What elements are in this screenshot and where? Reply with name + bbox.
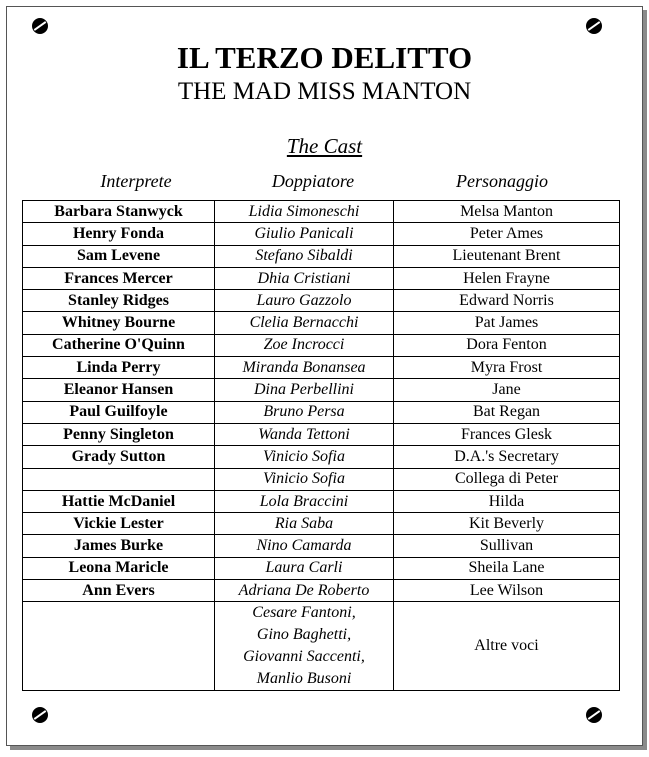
role-cell: Melsa Manton bbox=[394, 201, 620, 223]
actor-cell: Hattie McDaniel bbox=[23, 490, 215, 512]
actor-cell bbox=[23, 468, 215, 490]
role-cell: Kit Beverly bbox=[394, 513, 620, 535]
dubber-cell: Stefano Sibaldi bbox=[215, 245, 394, 267]
column-header-doppiatore: Doppiatore bbox=[271, 171, 355, 191]
role-cell: Collega di Peter bbox=[394, 468, 620, 490]
actor-cell: Sam Levene bbox=[23, 245, 215, 267]
dubber-cell: Bruno Persa bbox=[215, 401, 394, 423]
actor-cell: Grady Sutton bbox=[23, 446, 215, 468]
dubber-cell bbox=[215, 602, 394, 691]
role-cell: Sheila Lane bbox=[394, 557, 620, 579]
actor-cell: Whitney Bourne bbox=[23, 312, 215, 334]
table-row bbox=[23, 468, 620, 490]
table-row bbox=[23, 490, 620, 512]
table-row bbox=[23, 557, 620, 579]
dubber-cell: Clelia Bernacchi bbox=[215, 312, 394, 334]
role-cell: Jane bbox=[394, 379, 620, 401]
dubber-cell: Nino Camarda bbox=[215, 535, 394, 557]
dubber-name: Cesare Fantoni, bbox=[252, 604, 356, 622]
screw-icon bbox=[32, 18, 48, 34]
table-row bbox=[23, 446, 620, 468]
role-cell: Lieutenant Brent bbox=[394, 245, 620, 267]
dubber-cell: Vinicio Sofia bbox=[215, 468, 394, 490]
table-row bbox=[23, 334, 620, 356]
dubber-cell: Lauro Gazzolo bbox=[215, 290, 394, 312]
role-cell: Helen Frayne bbox=[394, 267, 620, 289]
actor-cell: Leona Maricle bbox=[23, 557, 215, 579]
column-header-interprete: Interprete bbox=[100, 171, 172, 191]
dubber-cell: Giulio Panicali bbox=[215, 223, 394, 245]
role-cell: Peter Ames bbox=[394, 223, 620, 245]
dubber-name: Gino Baghetti, bbox=[256, 626, 352, 644]
actor-cell: Vickie Lester bbox=[23, 513, 215, 535]
role-cell: Myra Frost bbox=[394, 357, 620, 379]
actor-cell: Frances Mercer bbox=[23, 267, 215, 289]
role-cell: Frances Glesk bbox=[394, 423, 620, 445]
dubber-name: Giovanni Saccenti, bbox=[243, 648, 365, 666]
cast-heading: The Cast bbox=[286, 134, 363, 158]
role-cell: Edward Norris bbox=[394, 290, 620, 312]
actor-cell: Catherine O'Quinn bbox=[23, 334, 215, 356]
screw-icon bbox=[586, 18, 602, 34]
table-row bbox=[23, 580, 620, 602]
dubber-cell: Lola Braccini bbox=[215, 490, 394, 512]
dubber-name: Manlio Busoni bbox=[256, 670, 352, 688]
actor-cell: Eleanor Hansen bbox=[23, 379, 215, 401]
screw-icon bbox=[586, 707, 602, 723]
english-title: THE MAD MISS MANTON bbox=[177, 78, 472, 105]
table-row bbox=[23, 223, 620, 245]
dubber-cell: Wanda Tettoni bbox=[215, 423, 394, 445]
actor-cell: Stanley Ridges bbox=[23, 290, 215, 312]
role-cell: Pat James bbox=[394, 312, 620, 334]
role-cell: Bat Regan bbox=[394, 401, 620, 423]
role-cell: Hilda bbox=[394, 490, 620, 512]
role-cell: Lee Wilson bbox=[394, 580, 620, 602]
screw-icon bbox=[32, 707, 48, 723]
dubber-cell: Vinicio Sofia bbox=[215, 446, 394, 468]
dubber-cell: Dhia Cristiani bbox=[215, 267, 394, 289]
actor-cell: Henry Fonda bbox=[23, 223, 215, 245]
actor-cell: Ann Evers bbox=[23, 580, 215, 602]
actor-cell: Barbara Stanwyck bbox=[23, 201, 215, 223]
dubber-cell: Zoe Incrocci bbox=[215, 334, 394, 356]
dubber-cell: Miranda Bonansea bbox=[215, 357, 394, 379]
dubber-cell: Ria Saba bbox=[215, 513, 394, 535]
dubber-cell: Lidia Simoneschi bbox=[215, 201, 394, 223]
actor-cell: Linda Perry bbox=[23, 357, 215, 379]
table-row-other-voices bbox=[23, 602, 620, 691]
table-row bbox=[23, 312, 620, 334]
actor-cell: Paul Guilfoyle bbox=[23, 401, 215, 423]
table-row bbox=[23, 401, 620, 423]
actor-cell bbox=[23, 602, 215, 691]
table-row bbox=[23, 357, 620, 379]
role-cell: D.A.'s Secretary bbox=[394, 446, 620, 468]
table-row bbox=[23, 201, 620, 223]
table-row bbox=[23, 379, 620, 401]
table-row bbox=[23, 535, 620, 557]
role-cell: Sullivan bbox=[394, 535, 620, 557]
italian-title: IL TERZO DELITTO bbox=[176, 40, 473, 75]
dubber-cell: Dina Perbellini bbox=[215, 379, 394, 401]
actor-cell: James Burke bbox=[23, 535, 215, 557]
actor-cell: Penny Singleton bbox=[23, 423, 215, 445]
cast-table bbox=[22, 200, 620, 691]
table-row bbox=[23, 267, 620, 289]
role-cell: Altre voci bbox=[394, 602, 620, 691]
table-row bbox=[23, 423, 620, 445]
dubber-cell: Laura Carli bbox=[215, 557, 394, 579]
dubber-cell: Adriana De Roberto bbox=[215, 580, 394, 602]
table-row bbox=[23, 290, 620, 312]
table-row bbox=[23, 513, 620, 535]
role-cell: Dora Fenton bbox=[394, 334, 620, 356]
cast-table-body bbox=[23, 201, 620, 691]
column-header-personaggio: Personaggio bbox=[456, 171, 548, 191]
table-row bbox=[23, 245, 620, 267]
